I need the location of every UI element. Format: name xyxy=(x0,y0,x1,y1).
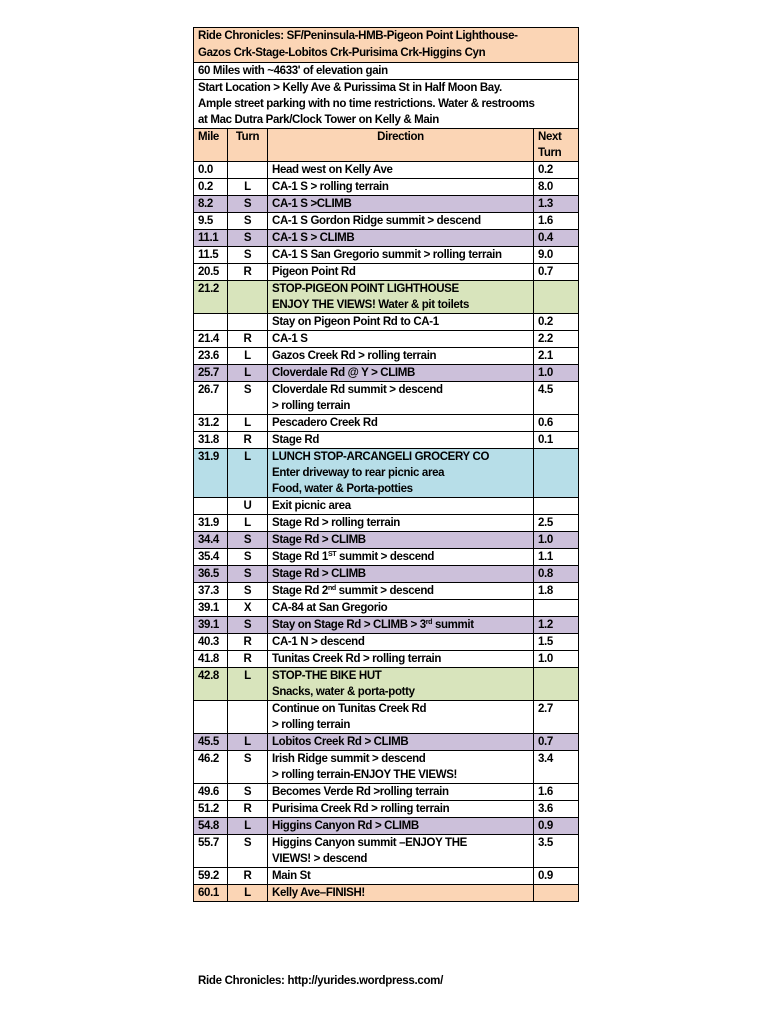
cue-next-turn: 9.0 xyxy=(534,247,579,264)
cue-turn: S xyxy=(228,196,268,213)
cue-row xyxy=(194,382,579,415)
cue-direction-line: > rolling terrain xyxy=(272,400,351,412)
cue-direction xyxy=(268,449,534,498)
cue-turn: S xyxy=(228,835,268,868)
cue-direction xyxy=(268,432,534,449)
cue-direction-line: Stay on Pigeon Point Rd to CA-1 xyxy=(272,316,439,328)
cue-mile: 41.8 xyxy=(194,651,228,668)
cue-direction-line: CA-1 S > CLIMB xyxy=(272,232,355,244)
cue-rows xyxy=(194,162,579,902)
cue-row xyxy=(194,784,579,801)
cue-turn: R xyxy=(228,331,268,348)
cue-direction-line: CA-1 S xyxy=(272,333,308,345)
cue-turn: R xyxy=(228,264,268,281)
cue-direction xyxy=(268,784,534,801)
cue-row xyxy=(194,801,579,818)
cue-next-turn: 1.3 xyxy=(534,196,579,213)
cue-row xyxy=(194,751,579,784)
cue-direction xyxy=(268,801,534,818)
cue-mile: 31.8 xyxy=(194,432,228,449)
cue-mile xyxy=(194,498,228,515)
start-location-line-1: Start Location > Kelly Ave & Purissima St in Half Moon Bay. xyxy=(198,82,502,94)
cue-direction-line: Gazos Creek Rd > rolling terrain xyxy=(272,350,437,362)
cue-direction xyxy=(268,213,534,230)
cue-turn: S xyxy=(228,751,268,784)
cue-row xyxy=(194,549,579,566)
cue-direction-line: Becomes Verde Rd >rolling terrain xyxy=(272,786,449,798)
cue-direction-line: CA-1 N > descend xyxy=(272,636,365,648)
cue-direction xyxy=(268,498,534,515)
cue-next-turn: 2.1 xyxy=(534,348,579,365)
cue-row xyxy=(194,498,579,515)
cue-mile: 31.9 xyxy=(194,449,228,498)
cue-direction xyxy=(268,651,534,668)
cue-direction-line: CA-84 at San Gregorio xyxy=(272,602,388,614)
cue-next-turn: 0.9 xyxy=(534,868,579,885)
cue-direction xyxy=(268,247,534,264)
cue-row xyxy=(194,885,579,902)
cue-row xyxy=(194,449,579,498)
cue-mile xyxy=(194,314,228,331)
cue-direction xyxy=(268,230,534,247)
ride-title-line-2: Gazos Crk-Stage-Lobitos Crk-Purisima Crk-Higgins Cyn xyxy=(198,47,486,59)
cue-mile: 21.4 xyxy=(194,331,228,348)
title-row xyxy=(194,28,579,63)
cue-next-turn: 2.5 xyxy=(534,515,579,532)
cue-next-turn: 3.6 xyxy=(534,801,579,818)
cue-next-turn: 3.4 xyxy=(534,751,579,784)
cue-direction-line: Kelly Ave–FINISH! xyxy=(272,887,365,899)
cue-turn: L xyxy=(228,179,268,196)
cue-turn: L xyxy=(228,348,268,365)
cue-turn xyxy=(228,701,268,734)
cue-direction xyxy=(268,868,534,885)
cue-direction-line: Snacks, water & porta-potty xyxy=(272,686,415,698)
footer-credit: Ride Chronicles: http://yurides.wordpress.com/ xyxy=(198,975,443,987)
cue-direction xyxy=(268,314,534,331)
cue-mile: 0.0 xyxy=(194,162,228,179)
cue-direction-line: STOP-PIGEON POINT LIGHTHOUSE xyxy=(272,283,459,295)
cue-direction-line: Higgins Canyon Rd > CLIMB xyxy=(272,820,419,832)
cue-direction-line: CA-1 S > rolling terrain xyxy=(272,181,389,193)
cue-mile: 9.5 xyxy=(194,213,228,230)
cue-row xyxy=(194,617,579,634)
cue-turn: S xyxy=(228,230,268,247)
cue-mile: 37.3 xyxy=(194,583,228,600)
cue-direction-line: Pigeon Point Rd xyxy=(272,266,356,278)
cue-direction-line: Cloverdale Rd @ Y > CLIMB xyxy=(272,367,415,379)
cue-row xyxy=(194,264,579,281)
cue-direction xyxy=(268,566,534,583)
cue-mile: 51.2 xyxy=(194,801,228,818)
cue-next-turn: 8.0 xyxy=(534,179,579,196)
cue-mile: 8.2 xyxy=(194,196,228,213)
cue-next-turn: 2.7 xyxy=(534,701,579,734)
cue-direction xyxy=(268,264,534,281)
cue-next-turn: 1.0 xyxy=(534,532,579,549)
cue-direction-line: VIEWS! > descend xyxy=(272,853,368,865)
cue-mile: 0.2 xyxy=(194,179,228,196)
cue-next-turn: 0.9 xyxy=(534,818,579,835)
cue-turn: L xyxy=(228,449,268,498)
cue-row xyxy=(194,179,579,196)
cue-row xyxy=(194,515,579,532)
cue-mile xyxy=(194,701,228,734)
cue-turn: S xyxy=(228,617,268,634)
cue-direction-line: STOP-THE BIKE HUT xyxy=(272,670,382,682)
cue-direction xyxy=(268,348,534,365)
cue-turn: S xyxy=(228,247,268,264)
cue-direction-line: CA-1 S >CLIMB xyxy=(272,198,352,210)
cue-direction xyxy=(268,701,534,734)
cue-direction xyxy=(268,382,534,415)
cue-direction-line: Stage Rd 2nd summit > descend xyxy=(272,585,434,597)
cue-turn: S xyxy=(228,566,268,583)
cue-next-turn: 0.6 xyxy=(534,415,579,432)
cue-direction-line: Stage Rd > rolling terrain xyxy=(272,517,400,529)
cue-mile: 49.6 xyxy=(194,784,228,801)
cue-next-turn: 3.5 xyxy=(534,835,579,868)
cue-row xyxy=(194,868,579,885)
cue-turn: S xyxy=(228,213,268,230)
cue-mile: 21.2 xyxy=(194,281,228,314)
cue-direction-line: Food, water & Porta-potties xyxy=(272,483,413,495)
cue-direction xyxy=(268,162,534,179)
cue-turn: S xyxy=(228,549,268,566)
cue-turn xyxy=(228,162,268,179)
ride-title xyxy=(194,28,579,63)
cue-mile: 45.5 xyxy=(194,734,228,751)
cue-row xyxy=(194,835,579,868)
cue-next-turn xyxy=(534,885,579,902)
column-header-mile: Mile xyxy=(194,129,228,162)
column-header-turn: Turn xyxy=(228,129,268,162)
cue-next-turn xyxy=(534,449,579,498)
cue-mile: 23.6 xyxy=(194,348,228,365)
cue-direction-line: CA-1 S Gordon Ridge summit > descend xyxy=(272,215,481,227)
cue-row xyxy=(194,651,579,668)
cue-direction-line: > rolling terrain xyxy=(272,719,351,731)
cue-direction-line: Continue on Tunitas Creek Rd xyxy=(272,703,427,715)
column-header-next-line-2: Turn xyxy=(538,147,562,159)
cue-next-turn: 1.2 xyxy=(534,617,579,634)
cue-next-turn: 1.0 xyxy=(534,651,579,668)
cue-next-turn: 0.4 xyxy=(534,230,579,247)
cue-direction xyxy=(268,835,534,868)
cue-turn: L xyxy=(228,365,268,382)
cue-direction-line: Exit picnic area xyxy=(272,500,351,512)
cue-mile: 46.2 xyxy=(194,751,228,784)
cue-mile: 59.2 xyxy=(194,868,228,885)
cue-direction xyxy=(268,196,534,213)
cue-turn: X xyxy=(228,600,268,617)
cue-direction xyxy=(268,549,534,566)
cue-direction-line: Main St xyxy=(272,870,311,882)
cue-direction xyxy=(268,818,534,835)
cue-next-turn: 0.2 xyxy=(534,162,579,179)
cue-turn: U xyxy=(228,498,268,515)
start-location-line-2: Ample street parking with no time restrictions. Water & restrooms xyxy=(198,98,535,110)
cue-next-turn xyxy=(534,281,579,314)
cue-turn: S xyxy=(228,583,268,600)
cue-direction-line: Pescadero Creek Rd xyxy=(272,417,378,429)
cue-direction-line: Stage Rd 1ST summit > descend xyxy=(272,551,435,563)
cue-row xyxy=(194,701,579,734)
cue-next-turn: 1.6 xyxy=(534,213,579,230)
cue-next-turn xyxy=(534,498,579,515)
cue-row xyxy=(194,213,579,230)
cue-direction-line: Cloverdale Rd summit > descend xyxy=(272,384,443,396)
cue-row xyxy=(194,230,579,247)
cue-direction-line: Purisima Creek Rd > rolling terrain xyxy=(272,803,450,815)
cue-next-turn: 0.7 xyxy=(534,734,579,751)
cue-row xyxy=(194,583,579,600)
cue-turn: L xyxy=(228,818,268,835)
cue-row xyxy=(194,365,579,382)
cue-mile: 55.7 xyxy=(194,835,228,868)
cue-direction xyxy=(268,634,534,651)
cue-mile: 26.7 xyxy=(194,382,228,415)
cue-row xyxy=(194,314,579,331)
cue-next-turn: 2.2 xyxy=(534,331,579,348)
cue-next-turn: 0.2 xyxy=(534,314,579,331)
cue-turn xyxy=(228,314,268,331)
cue-turn: L xyxy=(228,415,268,432)
cue-direction-line: > rolling terrain-ENJOY THE VIEWS! xyxy=(272,769,458,781)
cue-direction xyxy=(268,281,534,314)
cue-turn: R xyxy=(228,432,268,449)
cue-direction xyxy=(268,734,534,751)
cue-turn xyxy=(228,281,268,314)
cue-direction xyxy=(268,365,534,382)
cue-next-turn: 1.6 xyxy=(534,784,579,801)
cue-mile: 31.9 xyxy=(194,515,228,532)
cue-direction-line: Lobitos Creek Rd > CLIMB xyxy=(272,736,409,748)
cue-direction-line: Stage Rd > CLIMB xyxy=(272,568,366,580)
cue-direction xyxy=(268,583,534,600)
cue-row xyxy=(194,818,579,835)
cue-mile: 31.2 xyxy=(194,415,228,432)
cue-direction-line: Stage Rd xyxy=(272,434,320,446)
cue-next-turn: 0.8 xyxy=(534,566,579,583)
cue-turn: L xyxy=(228,734,268,751)
distance-row xyxy=(194,63,579,80)
cue-direction-line: Irish Ridge summit > descend xyxy=(272,753,426,765)
cue-row xyxy=(194,734,579,751)
cue-direction-line: Stage Rd > CLIMB xyxy=(272,534,366,546)
cue-mile: 34.4 xyxy=(194,532,228,549)
cue-row xyxy=(194,634,579,651)
column-header-next-turn xyxy=(534,129,579,162)
cue-row xyxy=(194,281,579,314)
cue-direction xyxy=(268,617,534,634)
cue-next-turn xyxy=(534,668,579,701)
cue-direction-line: Tunitas Creek Rd > rolling terrain xyxy=(272,653,442,665)
cue-turn: S xyxy=(228,382,268,415)
ride-distance: 60 Miles with ~4633' of elevation gain xyxy=(194,63,579,80)
cue-row xyxy=(194,668,579,701)
cue-direction-line: Head west on Kelly Ave xyxy=(272,164,393,176)
start-location-line-3: at Mac Dutra Park/Clock Tower on Kelly & Main xyxy=(198,114,439,126)
cue-row xyxy=(194,348,579,365)
cue-turn: S xyxy=(228,532,268,549)
cue-next-turn xyxy=(534,600,579,617)
cue-turn: S xyxy=(228,784,268,801)
cue-direction xyxy=(268,600,534,617)
cue-turn: R xyxy=(228,868,268,885)
cue-next-turn: 0.1 xyxy=(534,432,579,449)
column-header-row xyxy=(194,129,579,162)
cue-direction xyxy=(268,331,534,348)
cue-mile: 36.5 xyxy=(194,566,228,583)
cue-row xyxy=(194,432,579,449)
cue-row xyxy=(194,162,579,179)
cue-sheet-table xyxy=(193,27,579,902)
cue-mile: 39.1 xyxy=(194,600,228,617)
cue-row xyxy=(194,196,579,213)
cue-direction-line: Stay on Stage Rd > CLIMB > 3rd summit xyxy=(272,619,474,631)
cue-mile: 25.7 xyxy=(194,365,228,382)
column-header-next-line-1: Next xyxy=(538,131,562,143)
cue-mile: 40.3 xyxy=(194,634,228,651)
cue-next-turn: 1.5 xyxy=(534,634,579,651)
cue-mile: 54.8 xyxy=(194,818,228,835)
cue-turn: L xyxy=(228,885,268,902)
cue-row xyxy=(194,415,579,432)
cue-next-turn: 0.7 xyxy=(534,264,579,281)
cue-row xyxy=(194,566,579,583)
cue-next-turn: 1.0 xyxy=(534,365,579,382)
cue-next-turn: 4.5 xyxy=(534,382,579,415)
cue-turn: R xyxy=(228,801,268,818)
cue-mile: 60.1 xyxy=(194,885,228,902)
cue-direction xyxy=(268,751,534,784)
cue-direction xyxy=(268,532,534,549)
cue-turn: L xyxy=(228,668,268,701)
cue-direction-line: ENJOY THE VIEWS! Water & pit toilets xyxy=(272,299,469,311)
cue-direction-line: LUNCH STOP-ARCANGELI GROCERY CO xyxy=(272,451,490,463)
cue-mile: 11.5 xyxy=(194,247,228,264)
cue-row xyxy=(194,532,579,549)
cue-mile: 35.4 xyxy=(194,549,228,566)
cue-row xyxy=(194,600,579,617)
cue-direction xyxy=(268,515,534,532)
cue-next-turn: 1.8 xyxy=(534,583,579,600)
cue-direction xyxy=(268,179,534,196)
cue-turn: R xyxy=(228,634,268,651)
cue-mile: 39.1 xyxy=(194,617,228,634)
cue-direction-line: Higgins Canyon summit –ENJOY THE xyxy=(272,837,467,849)
cue-turn: L xyxy=(228,515,268,532)
cue-mile: 20.5 xyxy=(194,264,228,281)
cue-direction-line: CA-1 S San Gregorio summit > rolling terrain xyxy=(272,249,502,261)
cue-next-turn: 1.1 xyxy=(534,549,579,566)
start-location xyxy=(194,80,579,129)
cue-turn: R xyxy=(228,651,268,668)
cue-direction xyxy=(268,668,534,701)
cue-row xyxy=(194,331,579,348)
cue-mile: 42.8 xyxy=(194,668,228,701)
column-header-direction: Direction xyxy=(268,129,534,162)
start-location-row xyxy=(194,80,579,129)
cue-mile: 11.1 xyxy=(194,230,228,247)
cue-direction-line: Enter driveway to rear picnic area xyxy=(272,467,445,479)
cue-row xyxy=(194,247,579,264)
cue-direction xyxy=(268,885,534,902)
cue-direction xyxy=(268,415,534,432)
ride-title-line-1: Ride Chronicles: SF/Peninsula-HMB-Pigeon Point Lighthouse- xyxy=(198,30,518,42)
